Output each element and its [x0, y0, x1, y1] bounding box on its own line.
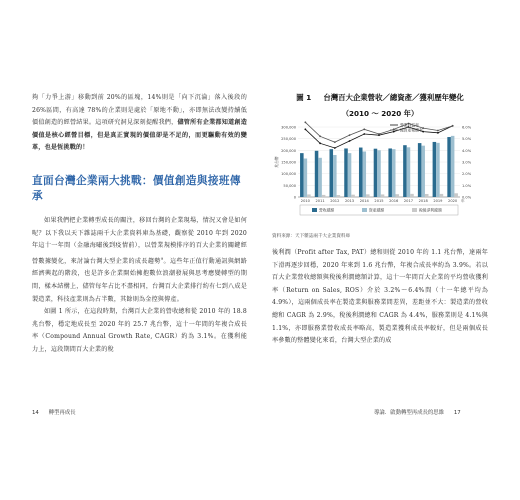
x-tick-label: 2010 [300, 199, 310, 203]
y-right-tick-label: 0.0% [462, 195, 472, 200]
point-總資產報酬率 [437, 130, 439, 132]
y-right-tick-label: 4.0% [462, 148, 472, 153]
point-總資產報酬率 [363, 128, 365, 130]
bar-稅後淨利總額 [351, 195, 355, 197]
point-營業利益率 [437, 132, 439, 134]
point-總資產報酬率 [334, 141, 336, 143]
left-paragraph-1: 夠「力爭上游」移動到前 20%的區塊，14%則是「向下沉淪」落入後段的 26%區間，有高達 78%的企業則是處於「原地不動」，亦即無法改變持續低價值創造的經營結果。這項研究洞見深刻提醒我們，儘管所有企業都知道創造價值是核心經營目標，但是真正實現的價值卻是不足的，而更驅動有效的變革，也是恆挑戰的！ [32, 94, 247, 152]
figure-label: 圖 1 [296, 93, 312, 102]
point-營業利益率 [393, 131, 395, 133]
bar-營收總額 [300, 153, 304, 197]
bar-稅後淨利總額 [425, 194, 429, 197]
x-tick-label: 2014 [359, 199, 369, 203]
bar-資產總額 [304, 159, 308, 198]
bar-稅後淨利總額 [366, 194, 370, 197]
x-tick-label: 2018 [418, 199, 428, 203]
bar-資產總額 [333, 155, 337, 197]
bar-資產總額 [318, 158, 322, 197]
y-left-tick-label: 150,000 [281, 160, 296, 165]
bar-稅後淨利總額 [322, 195, 326, 197]
y-right-tick-label: 6.0% [462, 125, 472, 130]
bar-營收總額 [418, 143, 422, 197]
bar-資產總額 [392, 149, 396, 197]
x-axis-unit: 年 [461, 199, 465, 203]
left-paragraph-2: 如果我們把企業轉型成長的關注，移回台灣的企業現場，情況又會是如何呢？以下我以天下雜誌兩千大企業資料庫為基礎，觀察從 2010 年到 2020 年這十一年間（金融海嘯後到疫情前），以營業規模排序的百大企業的關鍵經營數據變化，來討論台灣大型企業的成長趨勢$^9$。這些年正值行動通訊與網路經濟興起的階段，也是許多企業開始擁抱數位浪潮發展與思考應變轉型的期間，樣本結構上，儘管每年占比不盡相同，台灣百大企業排行約有七到八成是製造業，科技產業則為占半數，其餘則為金控與傳產。 [32, 216, 248, 303]
point-總資產報酬率 [304, 121, 306, 123]
bar-資產總額 [363, 152, 367, 198]
point-營業利益率 [334, 147, 336, 149]
bar-資產總額 [377, 150, 381, 197]
x-tick-label: 2017 [403, 199, 414, 203]
bar-稅後淨利總額 [337, 195, 341, 197]
point-營業利益率 [363, 133, 365, 135]
y-left-tick-label: 50,000 [283, 183, 296, 188]
y-left-tick-label: 250,000 [281, 137, 296, 142]
x-tick-label: 2011 [315, 199, 325, 203]
bar-稅後淨利總額 [381, 194, 385, 197]
right-page-number: 17 [453, 410, 461, 416]
figure-title: 台灣百大企業營收／總資產／獲利歷年變化 [323, 93, 464, 102]
right-running-title: 導論．啟動轉型再成長的思維 [374, 410, 445, 416]
y-right-tick-label: 1.0% [462, 183, 472, 188]
figure-subtitle: （2010 ～ 2020 年） [341, 109, 419, 118]
bar-營收總額 [344, 148, 348, 197]
y-left-tick-label: 300,000 [281, 125, 296, 130]
y-right-tick-label: 5.0% [462, 137, 472, 142]
left-running-title: 轉型再成長 [48, 410, 76, 416]
bar-營收總額 [330, 149, 334, 197]
figure-source: 資料來源：天下雜誌兩千大企業資料庫 [272, 234, 351, 239]
left-page-number: 14 [32, 410, 39, 416]
x-tick-label: 2015 [374, 199, 384, 203]
point-總資產報酬率 [452, 125, 454, 127]
bar-資產總額 [348, 153, 352, 197]
bar-稅後淨利總額 [307, 194, 311, 197]
legend-swatch [312, 208, 317, 212]
right-paragraph-1: 後利潤（Profit after Tax, PAT）總和則從 2010 年的 1.1 兆台幣，達兩年下滑再逐步回穩，2020 年來到 1.6 兆台幣，年複合成長率約為 3.9%。若以百大企業營收總額與稅後利潤總額計算，這十一年間百大企業的平均營收獲利率（Return on Sales, ROS）介於 3.2%～6.4%間（十一年總平均為 4.9%），這兩個成長率在製造業與服務業間差異，差距並不大：製造業的營收總和 CAGR 為 2.9%，稅後利潤總和 CAGR 為 4.4%，服務業則是 4.1%與 1.1%，亦即服務業營收成長率略高，製造業獲利成長率較好，但是兩個成長率參數的整體變化來看，台灣大型企業的成 [272, 249, 488, 345]
point-總資產報酬率 [378, 133, 380, 135]
legend-label: 營收總額 [319, 207, 335, 213]
bar-營收總額 [374, 149, 378, 197]
legend-swatch [362, 208, 367, 212]
point-總資產報酬率 [349, 134, 351, 136]
bar-稅後淨利總額 [454, 193, 458, 197]
left-footer [32, 408, 76, 416]
bar-營收總額 [315, 151, 319, 197]
figure-caption [272, 92, 488, 103]
section-title: 直面台灣企業兩大挑戰：價值創造與接班傳承 [32, 174, 241, 202]
y-axis-label: 兆台幣 [274, 156, 279, 168]
left-paragraph-3: 如圖 1 所示，在這段時期，台灣百大企業的營收總和從 2010 年的 18.8 兆台幣，穩定地成長至 2020 年的 25.7 兆台幣，這十一年間的年複合成長率（Compound Annual Growth Rate, CAGR）約為 3.1%。在獲利能力上，這段期間百大企業的稅 [32, 308, 247, 353]
right-footer [374, 408, 461, 416]
bar-稅後淨利總額 [440, 194, 444, 197]
bar-營收總額 [359, 148, 363, 197]
point-總資產報酬率 [319, 135, 321, 137]
legend-label: 資產總額 [369, 207, 385, 213]
x-tick-label: 2016 [389, 199, 399, 203]
y-left-tick-label: 200,000 [281, 148, 296, 153]
point-營業利益率 [319, 142, 321, 144]
x-tick-label: 2012 [330, 199, 340, 203]
y-left-tick-label: 0 [293, 195, 296, 200]
bar-稅後淨利總額 [395, 194, 399, 197]
point-營業利益率 [304, 128, 306, 130]
y-right-tick-label: 3.0% [462, 160, 472, 165]
left-page [32, 92, 247, 357]
bar-營收總額 [403, 145, 407, 197]
legend-swatch [412, 208, 417, 212]
x-tick-label: 2020 [448, 199, 458, 203]
bar-資產總額 [421, 146, 425, 197]
bar-資產總額 [436, 143, 440, 197]
bar-稅後淨利總額 [410, 194, 414, 197]
x-tick-label: 2013 [344, 199, 355, 203]
x-tick-label: 2019 [433, 199, 443, 203]
legend-label: 稅後淨利總額 [419, 207, 442, 213]
legend-label: 營業利益率 [400, 122, 419, 128]
bar-資產總額 [407, 147, 411, 197]
bar-資產總額 [451, 136, 455, 197]
revenue-assets-profit-chart [272, 119, 488, 227]
point-營業利益率 [349, 140, 351, 142]
right-page [272, 92, 488, 348]
y-left-tick-label: 100,000 [281, 172, 296, 177]
bar-營收總額 [388, 148, 392, 197]
y-right-tick-label: 2.0% [462, 172, 472, 177]
bar-營收總額 [433, 142, 437, 197]
bar-營收總額 [447, 137, 451, 197]
legend-label: 總資產報酬率 [400, 127, 423, 133]
